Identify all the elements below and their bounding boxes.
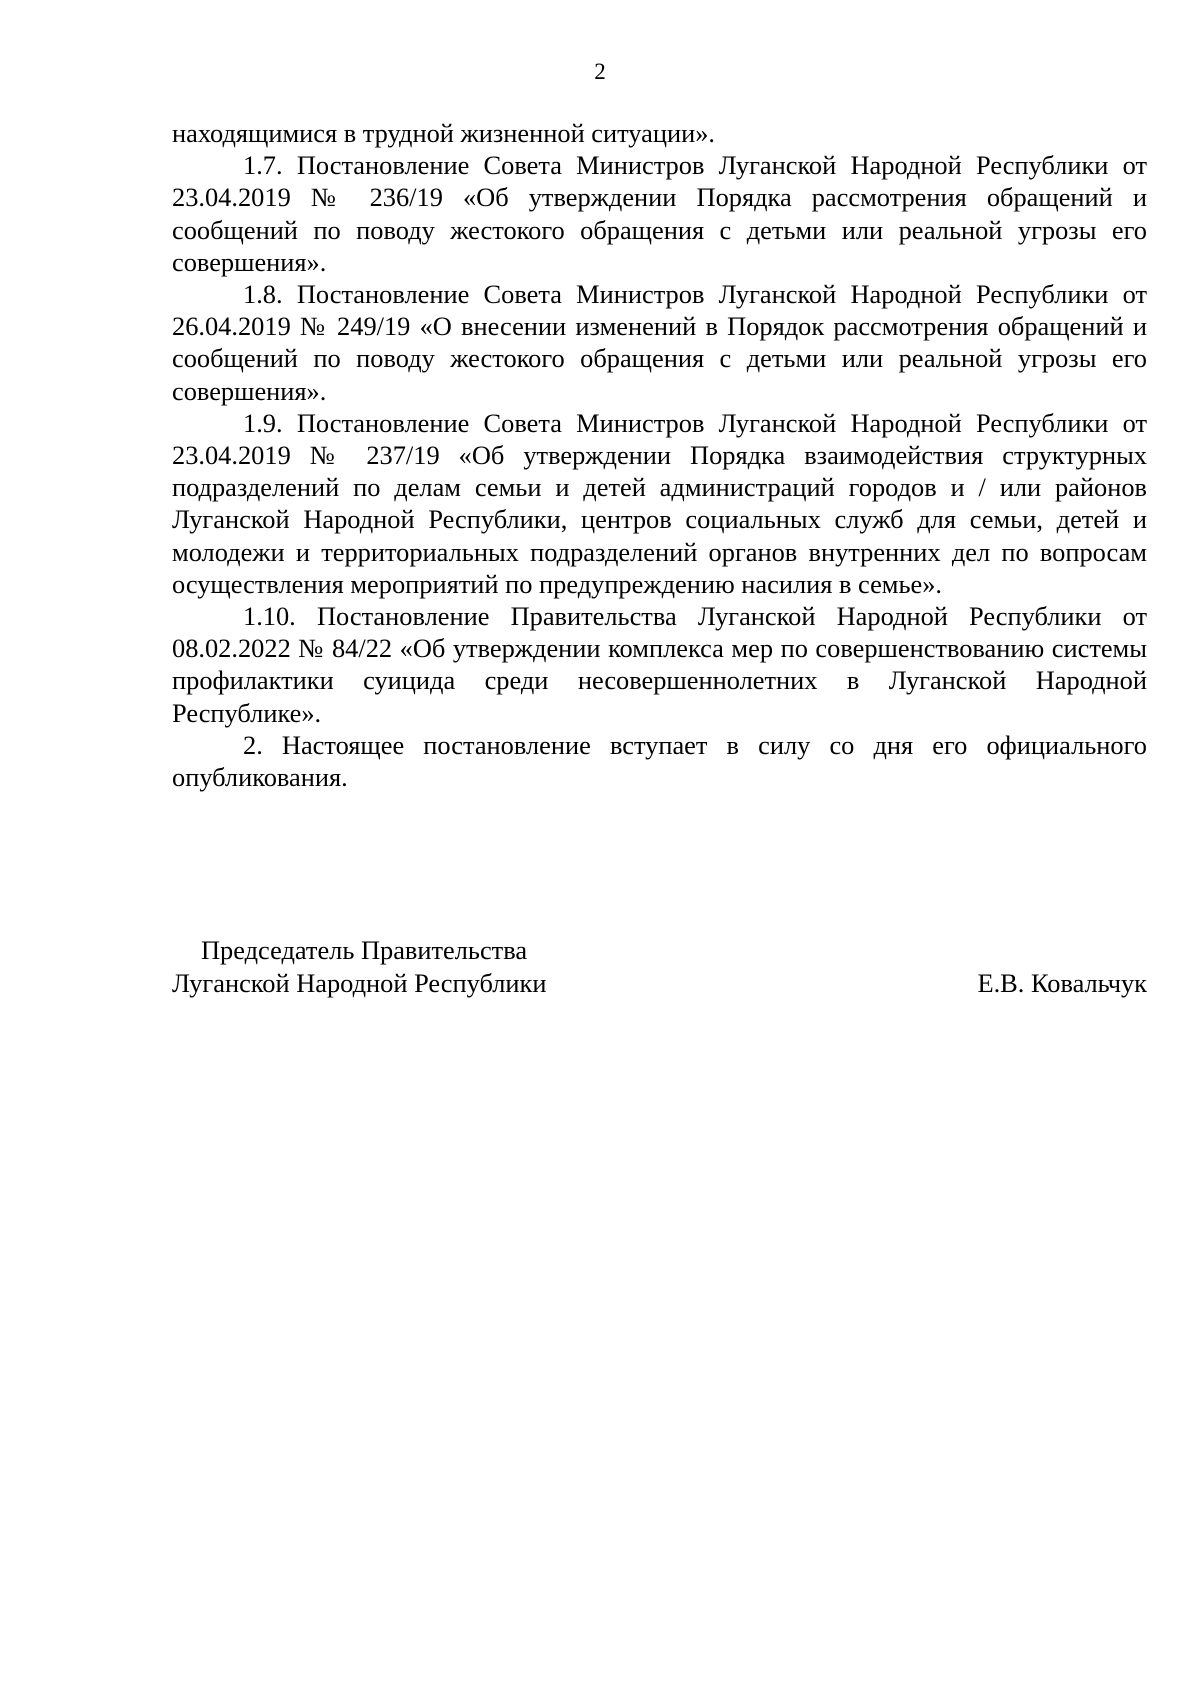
paragraph: 1.9. Постановление Совета Министров Луганской Народной Республики от 23.04.2019 № 237/19 «Об утверждении Порядка взаимодействия структурных подразделений по делам семьи и детей администраций городов и / или районов Луганской Народной Республики, центров социальных служб для семьи, детей и молодежи и территориальных подразделений органов внутренних дел по вопросам осуществления мероприятий по предупреждению насилия в семье». xyxy=(172,407,1147,599)
paragraph: находящимися в трудной жизненной ситуации». xyxy=(172,118,716,148)
signatory-name: Е.В. Ковальчук xyxy=(977,968,1147,998)
signatory-organization: Луганской Народной Республики xyxy=(172,968,547,998)
signatory-position: Председатель Правительства xyxy=(201,935,528,965)
signature-block xyxy=(172,934,1147,1000)
paragraph: 1.7. Постановление Совета Министров Луганской Народной Республики от 23.04.2019 № 236/19 «Об утверждении Порядка рассмотрения обращений и сообщений по поводу жестокого обращения с детьми или реальной угрозы его совершения». xyxy=(172,150,1147,277)
signature-line xyxy=(172,934,1147,967)
paragraph: 2. Настоящее постановление вступает в силу со дня его официального опубликования. xyxy=(172,729,1147,793)
paragraph: 1.8. Постановление Совета Министров Луганской Народной Республики от 26.04.2019 № 249/19 «О внесении изменений в Порядок рассмотрения обращений и сообщений по поводу жестокого обращения с детьми или реальной угрозы его совершения». xyxy=(172,279,1147,406)
paragraph: 1.10. Постановление Правительства Луганской Народной Республики от 08.02.2022 № 84/22 «Об утверждении комплекса мер по совершенствованию системы профилактики суицида среди несовершеннолетних в Луганской Народной Республике». xyxy=(172,601,1147,728)
page-number: 2 xyxy=(594,59,606,84)
signature-line xyxy=(172,967,1147,1000)
document-body xyxy=(172,117,1147,793)
